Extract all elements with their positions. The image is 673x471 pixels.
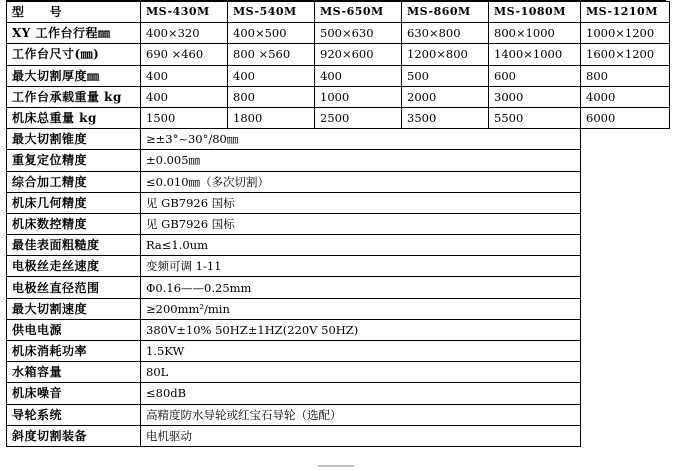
spec-label: XY 工作台行程㎜ — [7, 23, 141, 44]
table-row — [7, 341, 670, 362]
model-name: MS-540M — [228, 2, 315, 23]
spec-label: 机床总重量 kg — [7, 107, 141, 128]
table-row — [7, 171, 670, 192]
spec-value: 600 — [489, 65, 581, 86]
spec-table-body — [7, 2, 670, 447]
spec-value: 1600×1200 — [581, 44, 670, 65]
table-header-row — [7, 2, 670, 23]
spec-value: 800×1000 — [489, 23, 581, 44]
spec-value: 1.5KW — [141, 341, 581, 362]
spec-value: 见 GB7926 国标 — [141, 213, 581, 234]
header-label: 型 号 — [7, 2, 141, 23]
table-row — [7, 425, 670, 446]
spec-value: 690 ×460 — [141, 44, 228, 65]
spec-value: 2000 — [402, 86, 489, 107]
spec-value: 400×320 — [141, 23, 228, 44]
spec-value: 1000 — [315, 86, 402, 107]
model-name: MS-650M — [315, 2, 402, 23]
spec-label: 电极丝走丝速度 — [7, 256, 141, 277]
spec-table — [6, 1, 670, 447]
spec-value: 4000 — [581, 86, 670, 107]
spec-value: 800 ×560 — [228, 44, 315, 65]
spec-label: 导轮系统 — [7, 404, 141, 425]
spec-value: 变频可调 1-11 — [141, 256, 581, 277]
table-row — [7, 150, 670, 171]
table-row — [7, 192, 670, 213]
spec-label: 机床几何精度 — [7, 192, 141, 213]
spec-value: 1500 — [141, 107, 228, 128]
spec-label: 机床数控精度 — [7, 213, 141, 234]
table-row — [7, 383, 670, 404]
spec-value: 920×600 — [315, 44, 402, 65]
table-row — [7, 23, 670, 44]
spec-value: ≤80dB — [141, 383, 581, 404]
spec-value: 3000 — [489, 86, 581, 107]
spec-label: 机床消耗功率 — [7, 341, 141, 362]
spec-value: 400×500 — [228, 23, 315, 44]
table-row — [7, 44, 670, 65]
table-row — [7, 362, 670, 383]
spec-value: 1200×800 — [402, 44, 489, 65]
model-name: MS-430M — [141, 2, 228, 23]
spec-value: 1400×1000 — [489, 44, 581, 65]
spec-label: 斜度切割装备 — [7, 425, 141, 446]
spec-value: 1800 — [228, 107, 315, 128]
spec-label: 最佳表面粗糙度 — [7, 235, 141, 256]
spec-value: Ra≤1.0um — [141, 235, 581, 256]
model-name: MS-860M — [402, 2, 489, 23]
spec-value: 见 GB7926 国标 — [141, 192, 581, 213]
spec-label: 供电电源 — [7, 319, 141, 340]
table-row — [7, 129, 670, 150]
spec-value: 400 — [315, 65, 402, 86]
spec-value: 400 — [228, 65, 315, 86]
spec-label: 工作台承载重量 kg — [7, 86, 141, 107]
spec-value: ±0.005㎜ — [141, 150, 581, 171]
spec-value: 1000×1200 — [581, 23, 670, 44]
table-row — [7, 256, 670, 277]
spec-value: ≥±3°~30°/80㎜ — [141, 129, 581, 150]
spec-value: 630×800 — [402, 23, 489, 44]
spec-value: 2500 — [315, 107, 402, 128]
spec-label: 工作台尺寸(㎜) — [7, 44, 141, 65]
spec-value: 3500 — [402, 107, 489, 128]
spec-value: 500 — [402, 65, 489, 86]
spec-label: 电极丝直径范围 — [7, 277, 141, 298]
spec-value: 800 — [228, 86, 315, 107]
table-row — [7, 65, 670, 86]
spec-value: ≥200mm²/min — [141, 298, 581, 319]
spec-label: 最大切割速度 — [7, 298, 141, 319]
table-row — [7, 235, 670, 256]
table-row — [7, 298, 670, 319]
table-row — [7, 107, 670, 128]
spec-value: 800 — [581, 65, 670, 86]
spec-value: 400 — [141, 65, 228, 86]
spec-label: 机床噪音 — [7, 383, 141, 404]
spec-label: 水箱容量 — [7, 362, 141, 383]
table-row — [7, 86, 670, 107]
spec-value: 380V±10% 50HZ±1HZ(220V 50HZ) — [141, 319, 581, 340]
spec-value: ≤0.010㎜（多次切割） — [141, 171, 581, 192]
spec-label: 最大切割锥度 — [7, 129, 141, 150]
spec-label: 重复定位精度 — [7, 150, 141, 171]
spec-value: 400 — [141, 86, 228, 107]
spec-value: 电机驱动 — [141, 425, 581, 446]
spec-label: 综合加工精度 — [7, 171, 141, 192]
table-row — [7, 277, 670, 298]
spec-label: 最大切割厚度㎜ — [7, 65, 141, 86]
spec-value: 80L — [141, 362, 581, 383]
spec-value: 5500 — [489, 107, 581, 128]
model-name: MS-1080M — [489, 2, 581, 23]
spec-value: 高精度防水导轮或红宝石导轮（选配） — [141, 404, 581, 425]
spec-value: Φ0.16——0.25mm — [141, 277, 581, 298]
page-footer-mark — [318, 465, 354, 467]
spec-value: 500×630 — [315, 23, 402, 44]
table-row — [7, 213, 670, 234]
table-row — [7, 319, 670, 340]
model-name: MS-1210M — [581, 2, 670, 23]
table-row — [7, 404, 670, 425]
spec-value: 6000 — [581, 107, 670, 128]
